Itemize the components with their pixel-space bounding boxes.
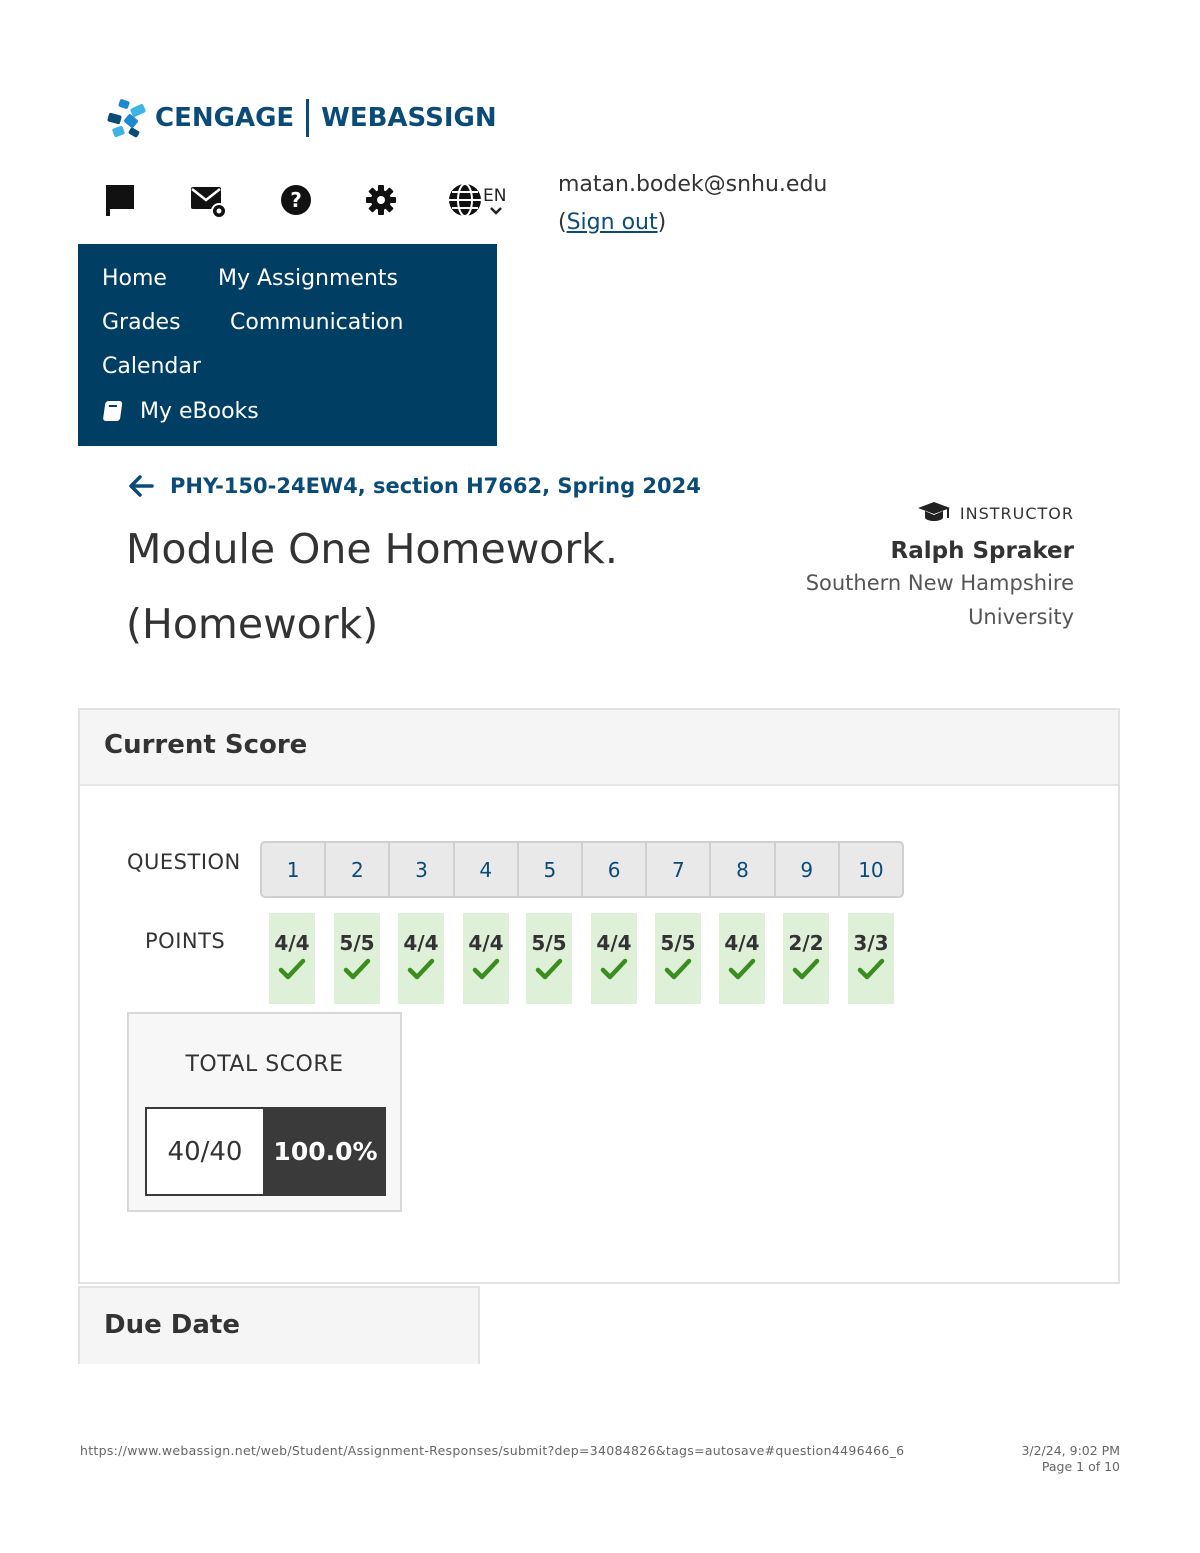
points-value: 5/5	[531, 931, 567, 955]
question-button-5[interactable]: 5	[519, 843, 583, 896]
question-label: QUESTION	[127, 850, 241, 874]
nav-home[interactable]: Home	[102, 266, 167, 291]
points-value: 4/4	[274, 931, 310, 955]
nav-my-ebooks-label: My eBooks	[140, 398, 259, 424]
checkmark-icon	[398, 957, 444, 985]
question-button-1[interactable]: 1	[262, 843, 326, 896]
instructor-school: Southern New Hampshire University	[805, 571, 1074, 629]
footer-page-number: Page 1 of 10	[1041, 1459, 1120, 1474]
checkmark-icon	[269, 957, 315, 985]
logo-cengage-text: CENGAGE	[155, 103, 295, 133]
question-button-2[interactable]: 2	[326, 843, 390, 896]
help-icon[interactable]	[276, 178, 316, 222]
question-button-8[interactable]: 8	[711, 843, 775, 896]
points-cell-7	[655, 913, 701, 1004]
instructor-name: Ralph Spraker	[890, 538, 1074, 564]
footer-datetime: 3/2/24, 9:02 PM	[1021, 1443, 1120, 1458]
question-button-9[interactable]: 9	[776, 843, 840, 896]
points-label: POINTS	[145, 929, 226, 953]
total-score-percent: 100.0%	[265, 1107, 386, 1196]
course-back-link[interactable]	[128, 474, 701, 498]
globe-icon[interactable]	[445, 178, 485, 222]
instructor-info	[754, 498, 1074, 634]
nav-calendar[interactable]: Calendar	[102, 354, 201, 379]
checkmark-icon	[719, 957, 765, 985]
checkmark-icon	[591, 957, 637, 985]
utility-toolbar	[100, 178, 520, 224]
question-button-6[interactable]: 6	[583, 843, 647, 896]
gear-icon[interactable]	[361, 178, 401, 222]
points-value: 2/2	[788, 931, 824, 955]
points-value: 4/4	[468, 931, 504, 955]
checkmark-icon	[526, 957, 572, 985]
points-value: 3/3	[853, 931, 889, 955]
sign-out-link[interactable]: Sign out	[566, 210, 658, 235]
checkmark-icon	[783, 957, 829, 985]
book-icon	[102, 398, 128, 424]
current-score-heading: Current Score	[104, 730, 308, 760]
points-cell-9	[783, 913, 829, 1004]
cengage-webassign-logo	[105, 96, 497, 140]
points-cell-6	[591, 913, 637, 1004]
current-score-header	[80, 710, 1118, 786]
question-button-10[interactable]: 10	[858, 857, 884, 882]
points-cell-10	[848, 913, 894, 1004]
nav-grades[interactable]: Grades	[102, 310, 181, 335]
assignment-title: Module One Homework. (Homework)	[126, 525, 618, 648]
nav-my-ebooks[interactable]	[102, 398, 259, 424]
nav-my-assignments[interactable]: My Assignments	[218, 266, 398, 291]
checkmark-icon	[655, 957, 701, 985]
question-button-3[interactable]: 3	[390, 843, 454, 896]
nav-communication[interactable]: Communication	[230, 310, 404, 335]
chevron-down-icon[interactable]	[489, 204, 503, 220]
instructor-label	[754, 498, 1074, 528]
graduation-cap-icon	[916, 500, 952, 526]
checkmark-icon	[848, 957, 894, 985]
points-cell-2	[334, 913, 380, 1004]
points-cell-1	[269, 913, 315, 1004]
points-cell-4	[463, 913, 509, 1004]
points-value: 5/5	[660, 931, 696, 955]
question-button-7[interactable]: 7	[647, 843, 711, 896]
checkmark-icon	[463, 957, 509, 985]
arrow-left-icon	[128, 474, 154, 498]
mail-settings-icon[interactable]	[188, 178, 228, 222]
due-date-heading: Due Date	[104, 1310, 240, 1340]
logo-webassign-text: WEBASSIGN	[321, 103, 497, 133]
cengage-logo-icon	[105, 96, 149, 140]
checkmark-icon	[334, 957, 380, 985]
due-date-panel	[78, 1286, 480, 1364]
user-email: matan.bodek@snhu.edu	[558, 172, 828, 197]
points-value: 4/4	[403, 931, 439, 955]
instructor-label-text: INSTRUCTOR	[959, 503, 1074, 523]
flag-icon[interactable]	[100, 178, 140, 222]
points-value: 5/5	[339, 931, 375, 955]
footer-print-info	[1021, 1443, 1120, 1475]
footer-url: https://www.webassign.net/web/Student/Assignment-Responses/submit?dep=34084826&tags=autosave#question4496466_6	[80, 1443, 905, 1458]
main-nav	[78, 244, 497, 446]
language-selector[interactable]: EN	[483, 186, 507, 206]
total-score-box	[127, 1012, 402, 1212]
points-value: 4/4	[724, 931, 760, 955]
question-nav	[260, 841, 904, 898]
svg-text:?: ?	[290, 188, 302, 212]
course-link-text: PHY-150-24EW4, section H7662, Spring 2024	[170, 474, 701, 498]
total-score-fraction: 40/40	[145, 1107, 265, 1196]
points-cell-8	[719, 913, 765, 1004]
points-cell-3	[398, 913, 444, 1004]
logo-divider	[306, 99, 309, 137]
points-cell-5	[526, 913, 572, 1004]
sign-out-wrapper: (Sign out)	[558, 210, 667, 235]
question-button-4[interactable]: 4	[455, 843, 519, 896]
points-value: 4/4	[596, 931, 632, 955]
total-score-label: TOTAL SCORE	[185, 1052, 344, 1077]
